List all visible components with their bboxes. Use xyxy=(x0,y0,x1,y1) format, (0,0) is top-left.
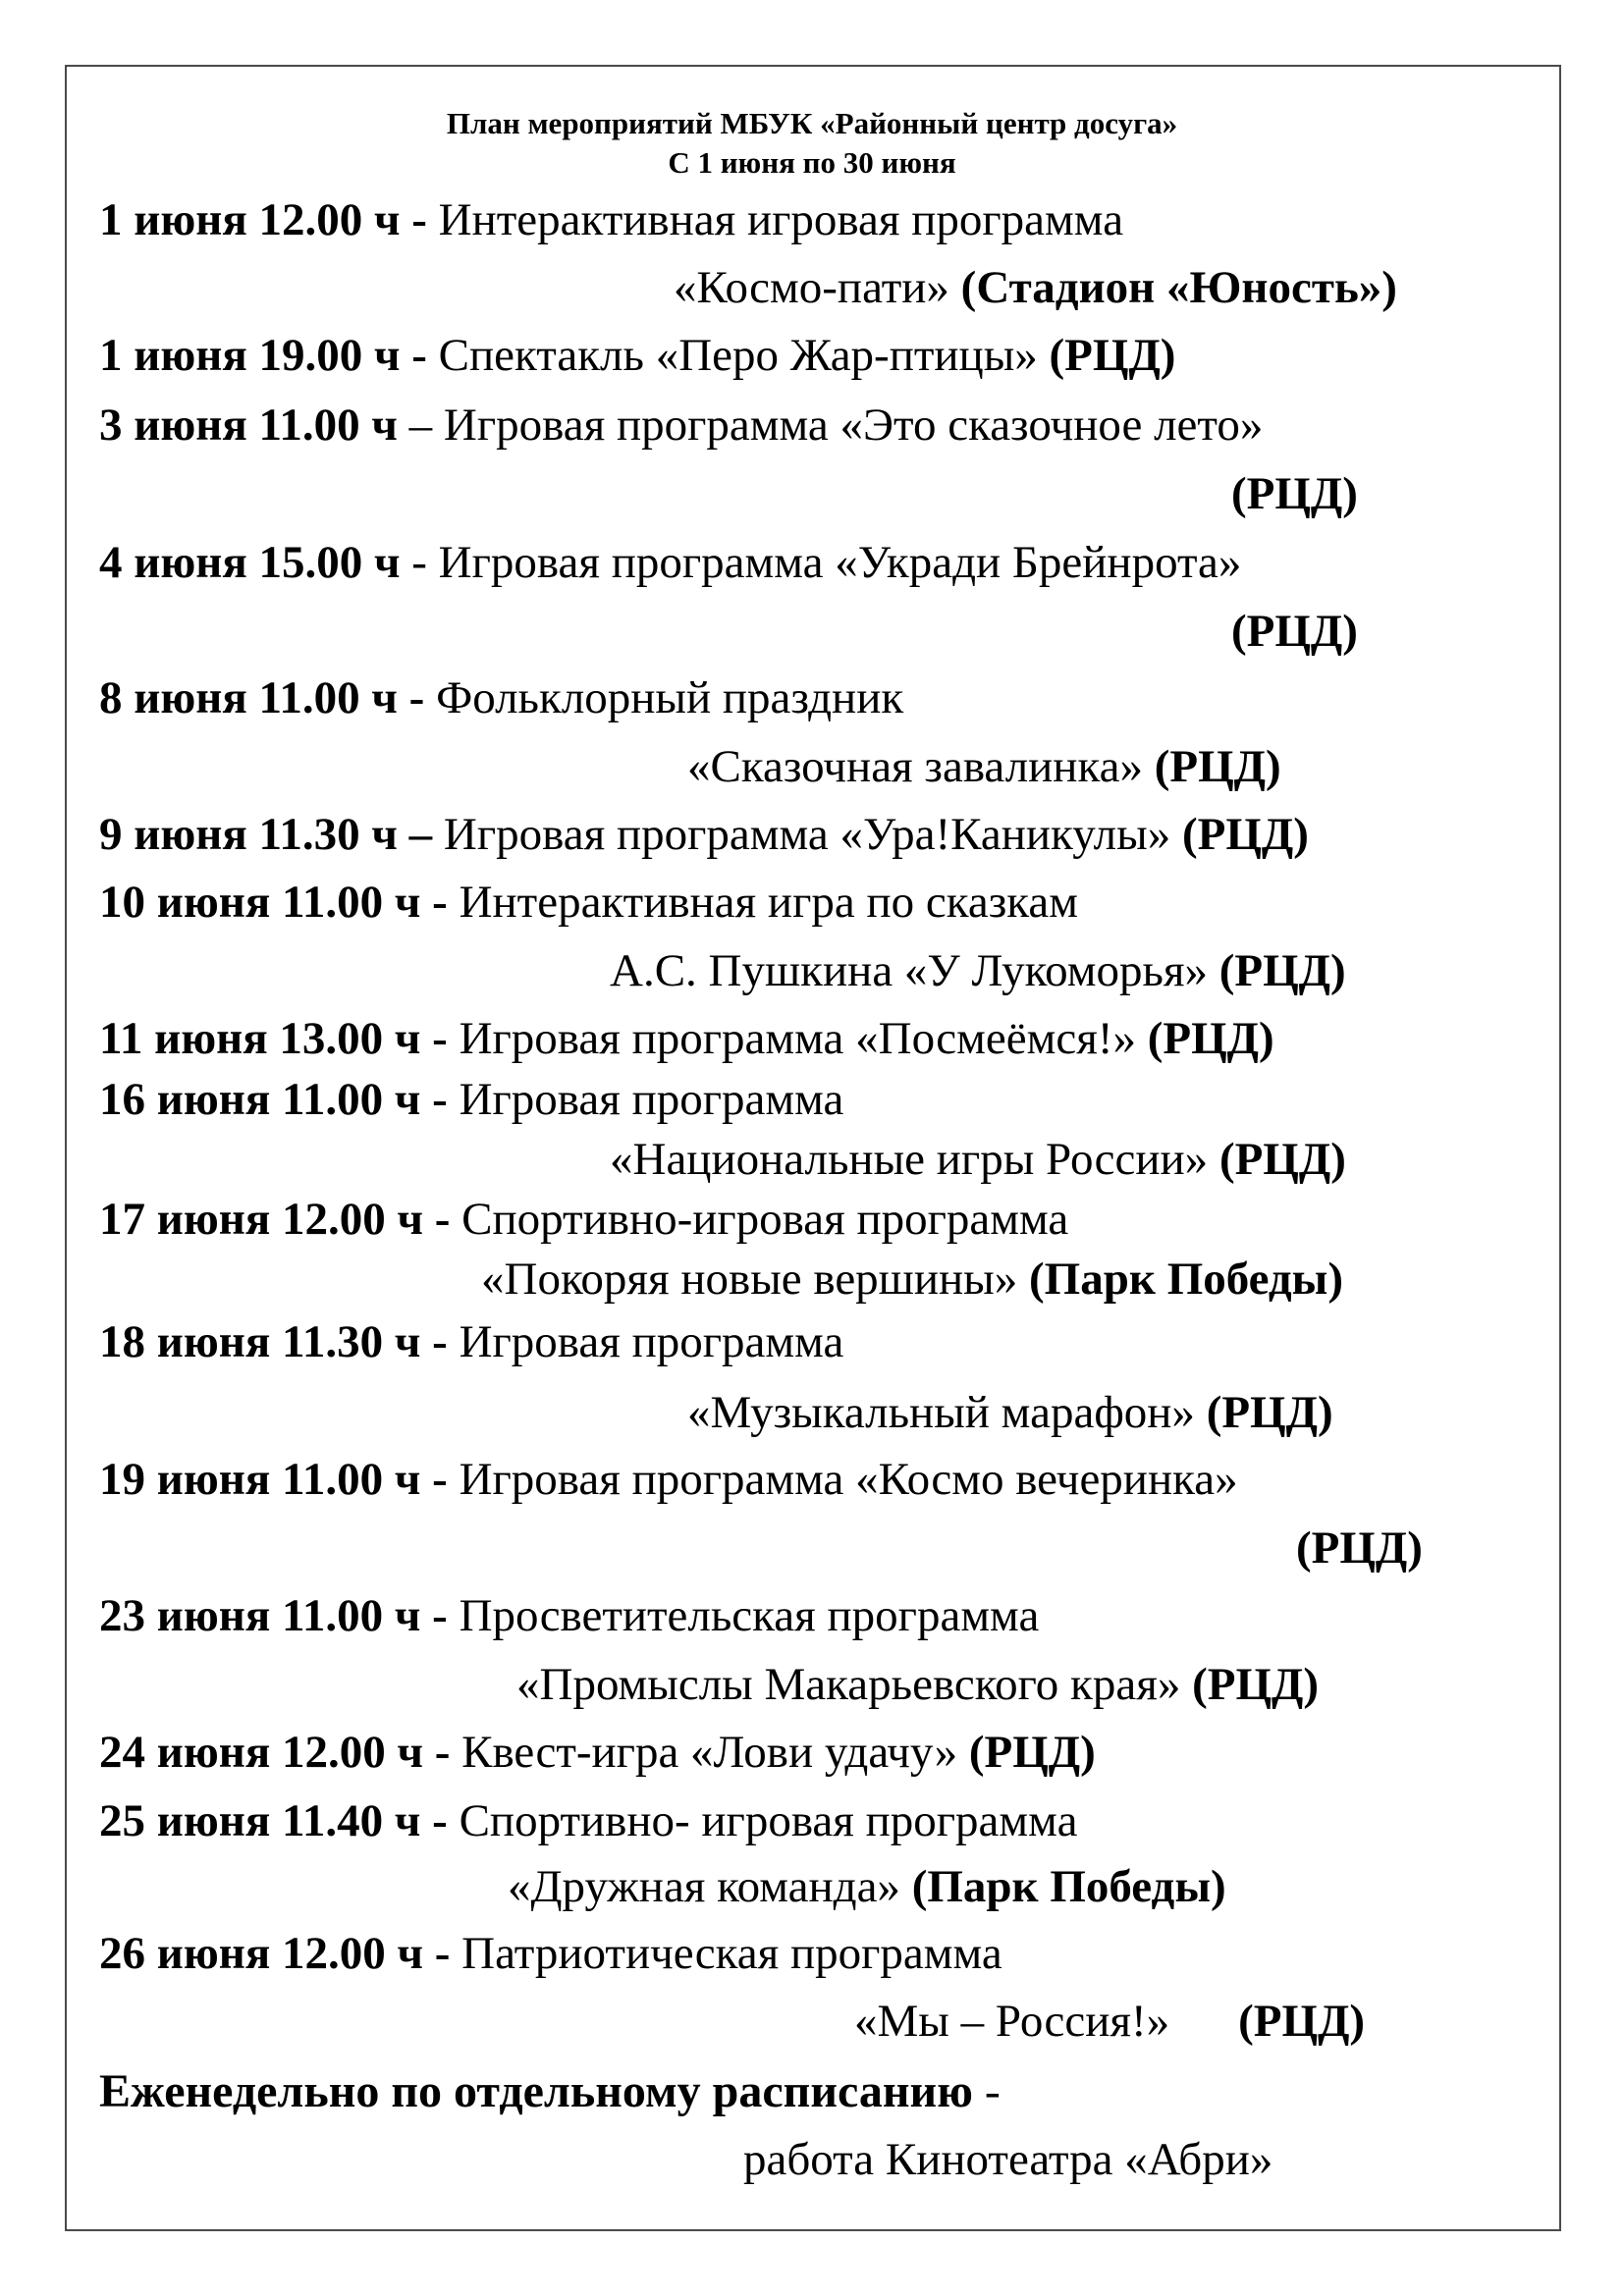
event-title-continued: «Сказочная завалинка» xyxy=(687,741,1143,792)
document-title: План мероприятий МБУК «Районный центр досуга» xyxy=(446,106,1178,140)
event-date: 26 июня 12.00 ч xyxy=(99,1928,424,1979)
event-location: (РЦД) xyxy=(1231,468,1358,519)
event-title-continued: «Мы – Россия!» xyxy=(854,1996,1170,2047)
event-separator: - xyxy=(420,1013,460,1064)
event-line xyxy=(99,1072,843,1127)
event-line xyxy=(99,535,1241,590)
event-line xyxy=(99,192,1123,247)
event-location: (РЦД) xyxy=(1238,1996,1366,2047)
event-title: Игровая программа xyxy=(459,1074,844,1125)
event-line xyxy=(99,1793,1077,1848)
footer-dash: - xyxy=(972,2065,1001,2117)
event-line-continued xyxy=(610,943,1346,998)
event-date: 1 июня 12.00 ч xyxy=(99,194,401,245)
event-date: 19 июня 11.00 ч xyxy=(99,1454,421,1505)
event-line xyxy=(99,398,1263,453)
event-title: Квест-игра «Лови удачу» xyxy=(461,1727,958,1778)
event-date: 11 июня 13.00 ч xyxy=(99,1013,421,1064)
event-separator: - xyxy=(397,672,437,723)
event-separator: - xyxy=(420,1795,460,1846)
event-date: 16 июня 11.00 ч xyxy=(99,1074,421,1125)
event-title-continued: «Покоряя новые вершины» xyxy=(481,1254,1018,1305)
event-location: (РЦД) xyxy=(1154,741,1281,792)
event-title-continued: «Музыкальный марафон» xyxy=(687,1387,1195,1438)
event-separator: - xyxy=(400,537,439,588)
event-location: (РЦД) xyxy=(1218,1134,1346,1185)
footer-schedule-note: Еженедельно по отдельному расписанию xyxy=(99,2065,973,2117)
event-location: (РЦД) xyxy=(1192,1659,1319,1710)
event-separator: - xyxy=(420,877,460,928)
event-title-continued: «Промыслы Макарьевского края» xyxy=(516,1659,1181,1710)
event-location: (Парк Победы) xyxy=(1029,1254,1343,1305)
event-line-continued xyxy=(508,1859,1226,1914)
event-line xyxy=(99,1011,1274,1066)
event-title: Спортивно-игровая программа xyxy=(461,1194,1069,1245)
event-line-continued xyxy=(516,1657,1319,1712)
event-location: (РЦД) xyxy=(1231,606,1358,657)
event-line-continued xyxy=(481,1252,1343,1307)
event-separator: - xyxy=(420,1590,460,1641)
event-line xyxy=(99,1314,843,1369)
event-separator: - xyxy=(420,1316,460,1367)
event-date: 24 июня 12.00 ч xyxy=(99,1727,424,1778)
event-separator: - xyxy=(400,194,439,245)
event-line xyxy=(99,875,1078,930)
event-title: Просветительская программа xyxy=(459,1590,1040,1641)
event-separator: - xyxy=(423,1727,462,1778)
event-separator: - xyxy=(420,1074,460,1125)
event-line-continued xyxy=(674,260,1397,315)
event-title: Спектакль «Перо Жар-птицы» xyxy=(438,330,1038,381)
event-line xyxy=(99,1452,1238,1507)
event-separator: - xyxy=(400,330,439,381)
event-title: Игровая программа «Укради Брейнрота» xyxy=(438,537,1242,588)
event-separator: - xyxy=(423,1928,462,1979)
event-date: 1 июня 19.00 ч xyxy=(99,330,401,381)
event-title: Игровая программа «Космо вечеринка» xyxy=(459,1454,1238,1505)
event-location: (Парк Победы) xyxy=(911,1861,1226,1912)
event-title-continued: А.С. Пушкина «У Лукоморья» xyxy=(610,945,1209,996)
event-location: (РЦД) xyxy=(1049,330,1176,381)
event-location: (РЦД) xyxy=(1296,1522,1423,1574)
event-line-continued xyxy=(854,1994,1365,2049)
event-title-continued: «Дружная команда» xyxy=(508,1861,900,1912)
event-separator: – xyxy=(397,400,444,451)
event-date: 17 июня 12.00 ч xyxy=(99,1194,424,1245)
event-title: Игровая программа xyxy=(459,1316,844,1367)
event-date: 9 июня 11.30 ч xyxy=(99,809,398,860)
event-separator: - xyxy=(420,1454,460,1505)
event-location: (РЦД) xyxy=(1218,945,1346,996)
event-title: Патриотическая программа xyxy=(461,1928,1002,1979)
event-location: (РЦД) xyxy=(968,1727,1096,1778)
event-title: Спортивно- игровая программа xyxy=(459,1795,1078,1846)
event-title-continued: «Космо-пати» xyxy=(674,262,949,313)
event-date: 18 июня 11.30 ч xyxy=(99,1316,421,1367)
event-title: Игровая программа «Это сказочное лето» xyxy=(443,400,1264,451)
event-line xyxy=(99,328,1175,383)
event-line xyxy=(99,1588,1039,1643)
event-title-continued: «Национальные игры России» xyxy=(610,1134,1209,1185)
event-date: 3 июня 11.00 ч xyxy=(99,400,398,451)
event-date: 4 июня 15.00 ч xyxy=(99,537,401,588)
event-line xyxy=(99,807,1309,862)
event-location: (РЦД) xyxy=(1181,809,1309,860)
event-location: (Стадион «Юность») xyxy=(960,262,1397,313)
event-line xyxy=(99,1926,1002,1981)
event-date: 10 июня 11.00 ч xyxy=(99,877,421,928)
event-date: 8 июня 11.00 ч xyxy=(99,672,398,723)
event-title: Фольклорный праздник xyxy=(436,672,904,723)
event-title: Игровая программа «Посмеёмся!» xyxy=(459,1013,1136,1064)
footer-line xyxy=(99,2064,1001,2119)
event-line-continued xyxy=(610,1132,1346,1187)
event-line-continued xyxy=(687,1385,1333,1440)
event-line-continued xyxy=(687,739,1281,794)
event-title: Интерактивная игровая программа xyxy=(438,194,1124,245)
event-date: 23 июня 11.00 ч xyxy=(99,1590,421,1641)
event-line xyxy=(99,1725,1096,1780)
document-period: С 1 июня по 30 июня xyxy=(668,145,956,180)
event-separator: – xyxy=(397,809,444,860)
footer-cinema-line: работа Кинотеатра «Абри» xyxy=(743,2134,1273,2185)
event-location: (РЦД) xyxy=(1147,1013,1274,1064)
event-separator: - xyxy=(423,1194,462,1245)
event-date: 25 июня 11.40 ч xyxy=(99,1795,421,1846)
event-title: Интерактивная игра по сказкам xyxy=(459,877,1078,928)
event-title: Игровая программа «Ура!Каникулы» xyxy=(443,809,1171,860)
event-line xyxy=(99,1192,1068,1247)
event-line xyxy=(99,670,903,725)
event-location: (РЦД) xyxy=(1206,1387,1333,1438)
